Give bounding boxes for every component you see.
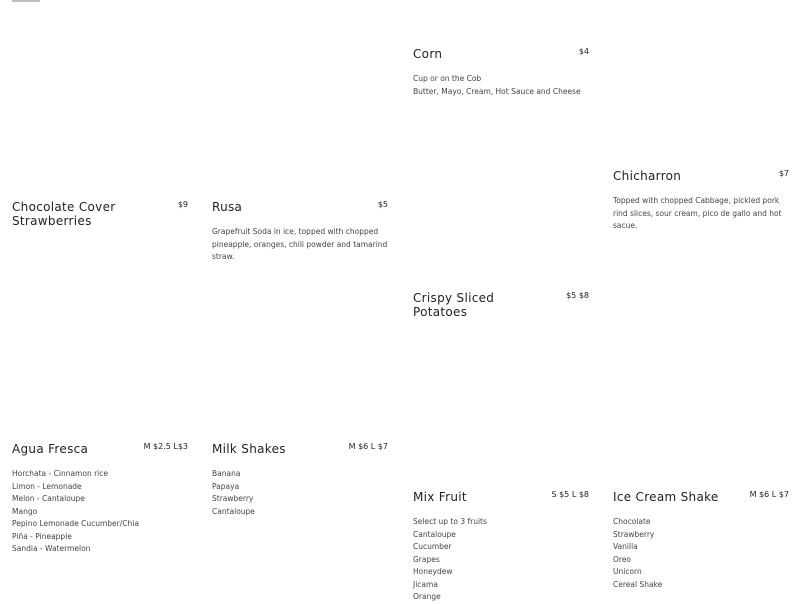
description-line: Select up to 3 fruits — [413, 517, 487, 526]
description-line: Piña - Pineapple — [12, 531, 72, 541]
menu-item-name: Agua Fresca — [12, 442, 89, 456]
menu-item-chicharron — [613, 169, 789, 233]
description-line: Chocolate — [613, 517, 651, 526]
description-line: Unicorn — [613, 567, 642, 576]
menu-item-description — [413, 516, 589, 604]
menu-item-agua-fresca — [12, 442, 188, 556]
menu-item-price: $5 — [377, 200, 388, 209]
menu-item-header — [12, 442, 188, 456]
menu-item-ice-cream-shake — [613, 490, 789, 591]
menu-item-price: M $2.5 L$3 — [143, 442, 188, 451]
menu-item-price: $9 — [177, 200, 188, 209]
menu-item-price: $4 — [578, 47, 589, 56]
description-line: Strawberry — [212, 494, 254, 503]
description-line: Limon - Lemonade — [12, 481, 82, 491]
menu-item-name: Rusa — [212, 200, 243, 214]
description-line: Pepino Lemonade Cucumber/Chia — [12, 519, 139, 528]
description-line: Vanilla — [613, 542, 638, 551]
menu-item-price: S $5 L $8 — [551, 490, 589, 499]
description-line: Orange — [413, 592, 441, 601]
menu-item-price: $5 $8 — [566, 291, 589, 300]
menu-item-description — [12, 468, 188, 556]
description-line: Cantaloupe — [212, 506, 255, 516]
description-line: Oreo — [613, 554, 632, 564]
menu-item-price: M $6 L $7 — [348, 442, 388, 451]
description-line: Cucumber — [413, 542, 452, 551]
menu-item-mix-fruit — [413, 490, 589, 604]
menu-item-header — [212, 442, 388, 456]
menu-item-name: Crispy Sliced Potatoes — [413, 291, 495, 319]
description-line: Cup or on the Cob — [413, 74, 482, 83]
description-line: Butter, Mayo, Cream, Hot Sauce and Cheese — [413, 86, 581, 96]
description-line: Sandia - Watermelon — [12, 544, 91, 553]
menu-item-name: Mix Fruit — [413, 490, 467, 504]
menu-item-description — [212, 468, 388, 518]
menu-item-name: Chocolate Cover Strawberries — [12, 200, 116, 228]
description-line: Grapes — [413, 554, 440, 564]
menu-item-corn — [413, 47, 589, 98]
description-line: Cantaloupe — [413, 529, 456, 539]
description-line: Strawberry — [613, 529, 655, 539]
menu-item-header — [212, 200, 388, 214]
description-line: Cereal Shake — [613, 579, 663, 589]
menu-item-price: M $6 L $7 — [749, 490, 789, 499]
menu-item-description: Grapefruit Soda in ice, topped with chopped pineapple, oranges, chili powder and tamarind straw. — [212, 227, 388, 261]
description-line: Banana — [212, 469, 241, 478]
menu-item-header — [413, 490, 589, 504]
menu-item-milk-shakes — [212, 442, 388, 518]
description-line: Horchata - Cinnamon rice — [12, 469, 108, 478]
description-line: Jicama — [413, 579, 438, 589]
description-line: Honeydew — [413, 567, 453, 576]
description-line: Melon - Cantaloupe — [12, 494, 85, 503]
description-line: Papaya — [212, 481, 240, 491]
menu-item-price: $7 — [778, 169, 789, 178]
menu-item-header — [413, 47, 589, 61]
menu-item-rusa — [212, 200, 388, 264]
menu-item-name: Ice Cream Shake — [613, 490, 719, 504]
menu-item-description — [613, 516, 789, 591]
menu-item-header — [12, 200, 188, 228]
menu-item-crispy-potatoes — [413, 288, 589, 319]
menu-item-header — [613, 490, 789, 504]
cropped-header-fragment — [12, 0, 40, 2]
menu-item-name: Milk Shakes — [212, 442, 286, 456]
menu-item-description — [413, 73, 589, 98]
menu-item-header — [613, 169, 789, 183]
menu-item-name: Corn — [413, 47, 443, 61]
menu-item-header — [413, 288, 589, 319]
description-line: Mango — [12, 506, 38, 516]
menu-item-name: Chicharron — [613, 169, 682, 183]
menu-item-chocolate-strawberries — [12, 200, 188, 228]
menu-item-description: Topped with chopped Cabbage, pickled pork rind slices, sour cream, pico de gallo and hot sacue. — [613, 196, 782, 230]
